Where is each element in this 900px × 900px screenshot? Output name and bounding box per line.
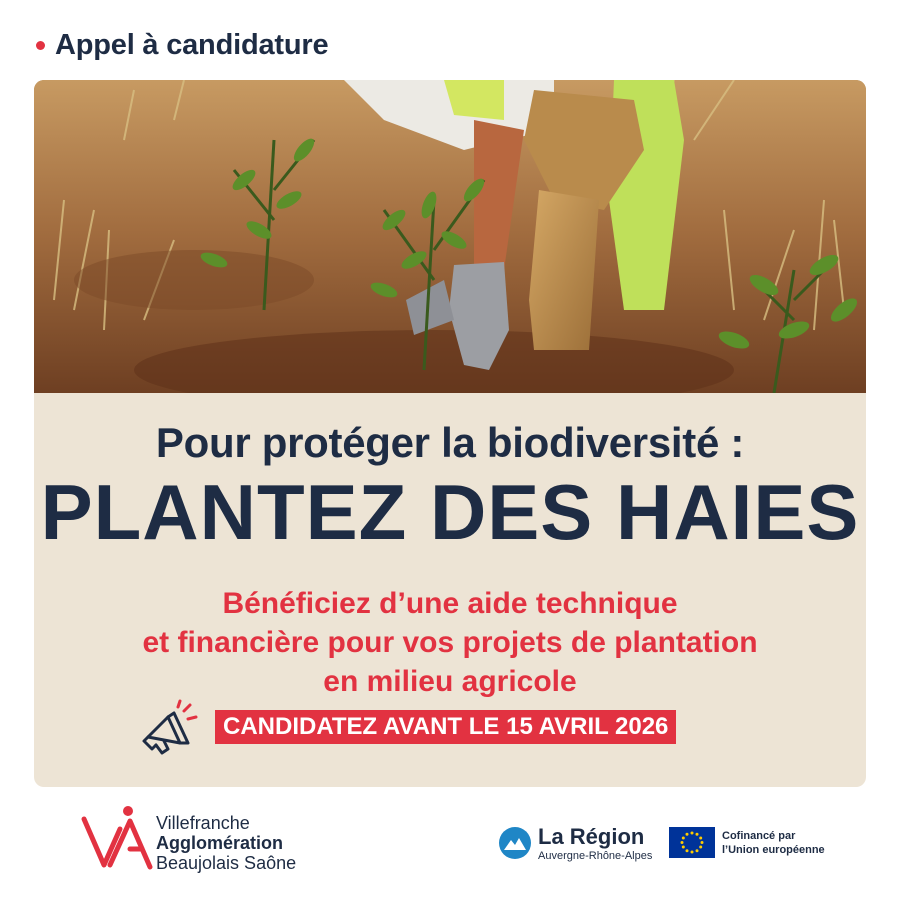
hedge-planting-photo [34, 80, 866, 393]
agglo-line-2: Agglomération [156, 833, 284, 853]
subtitle-line-2: et financière pour vos projets de plantation [142, 626, 758, 659]
eu-line-2: l’Union européenne [722, 844, 825, 856]
region-title: La Région [538, 824, 645, 849]
announcement-card [34, 80, 866, 787]
va-monogram-icon [80, 805, 158, 873]
eu-flag-icon [669, 827, 715, 858]
agglo-line-1: Villefranche [156, 813, 250, 833]
eu-cofunding-text [722, 829, 825, 857]
call-for-applications-tag [36, 26, 328, 64]
region-mountain-icon [498, 826, 532, 860]
region-subtitle: Auvergne-Rhône-Alpes [538, 850, 653, 862]
main-title: PLANTEZ DES HAIES [40, 468, 860, 556]
bullet-dot-icon [36, 41, 45, 50]
subtitle-line-1: Bénéficiez d’une aide technique [222, 587, 678, 620]
headline: Pour protéger la biodiversité : [155, 419, 745, 466]
villefranche-agglomeration-logo [80, 805, 340, 875]
agglo-name [156, 813, 296, 873]
apply-deadline-badge: CANDIDATEZ AVANT LE 15 AVRIL 2026 [215, 710, 676, 744]
eu-cofunding-logo [669, 827, 839, 859]
subtitle-line-3: en milieu agricole [323, 665, 577, 698]
eu-line-1: Cofinancé par [722, 830, 796, 842]
call-for-applications-label: Appel à candidature [55, 28, 329, 61]
la-region-logo [498, 822, 658, 864]
subtitle [34, 584, 866, 701]
agglo-line-3: Beaujolais Saône [156, 853, 297, 873]
cta-row [34, 699, 866, 749]
megaphone-icon [138, 699, 200, 757]
